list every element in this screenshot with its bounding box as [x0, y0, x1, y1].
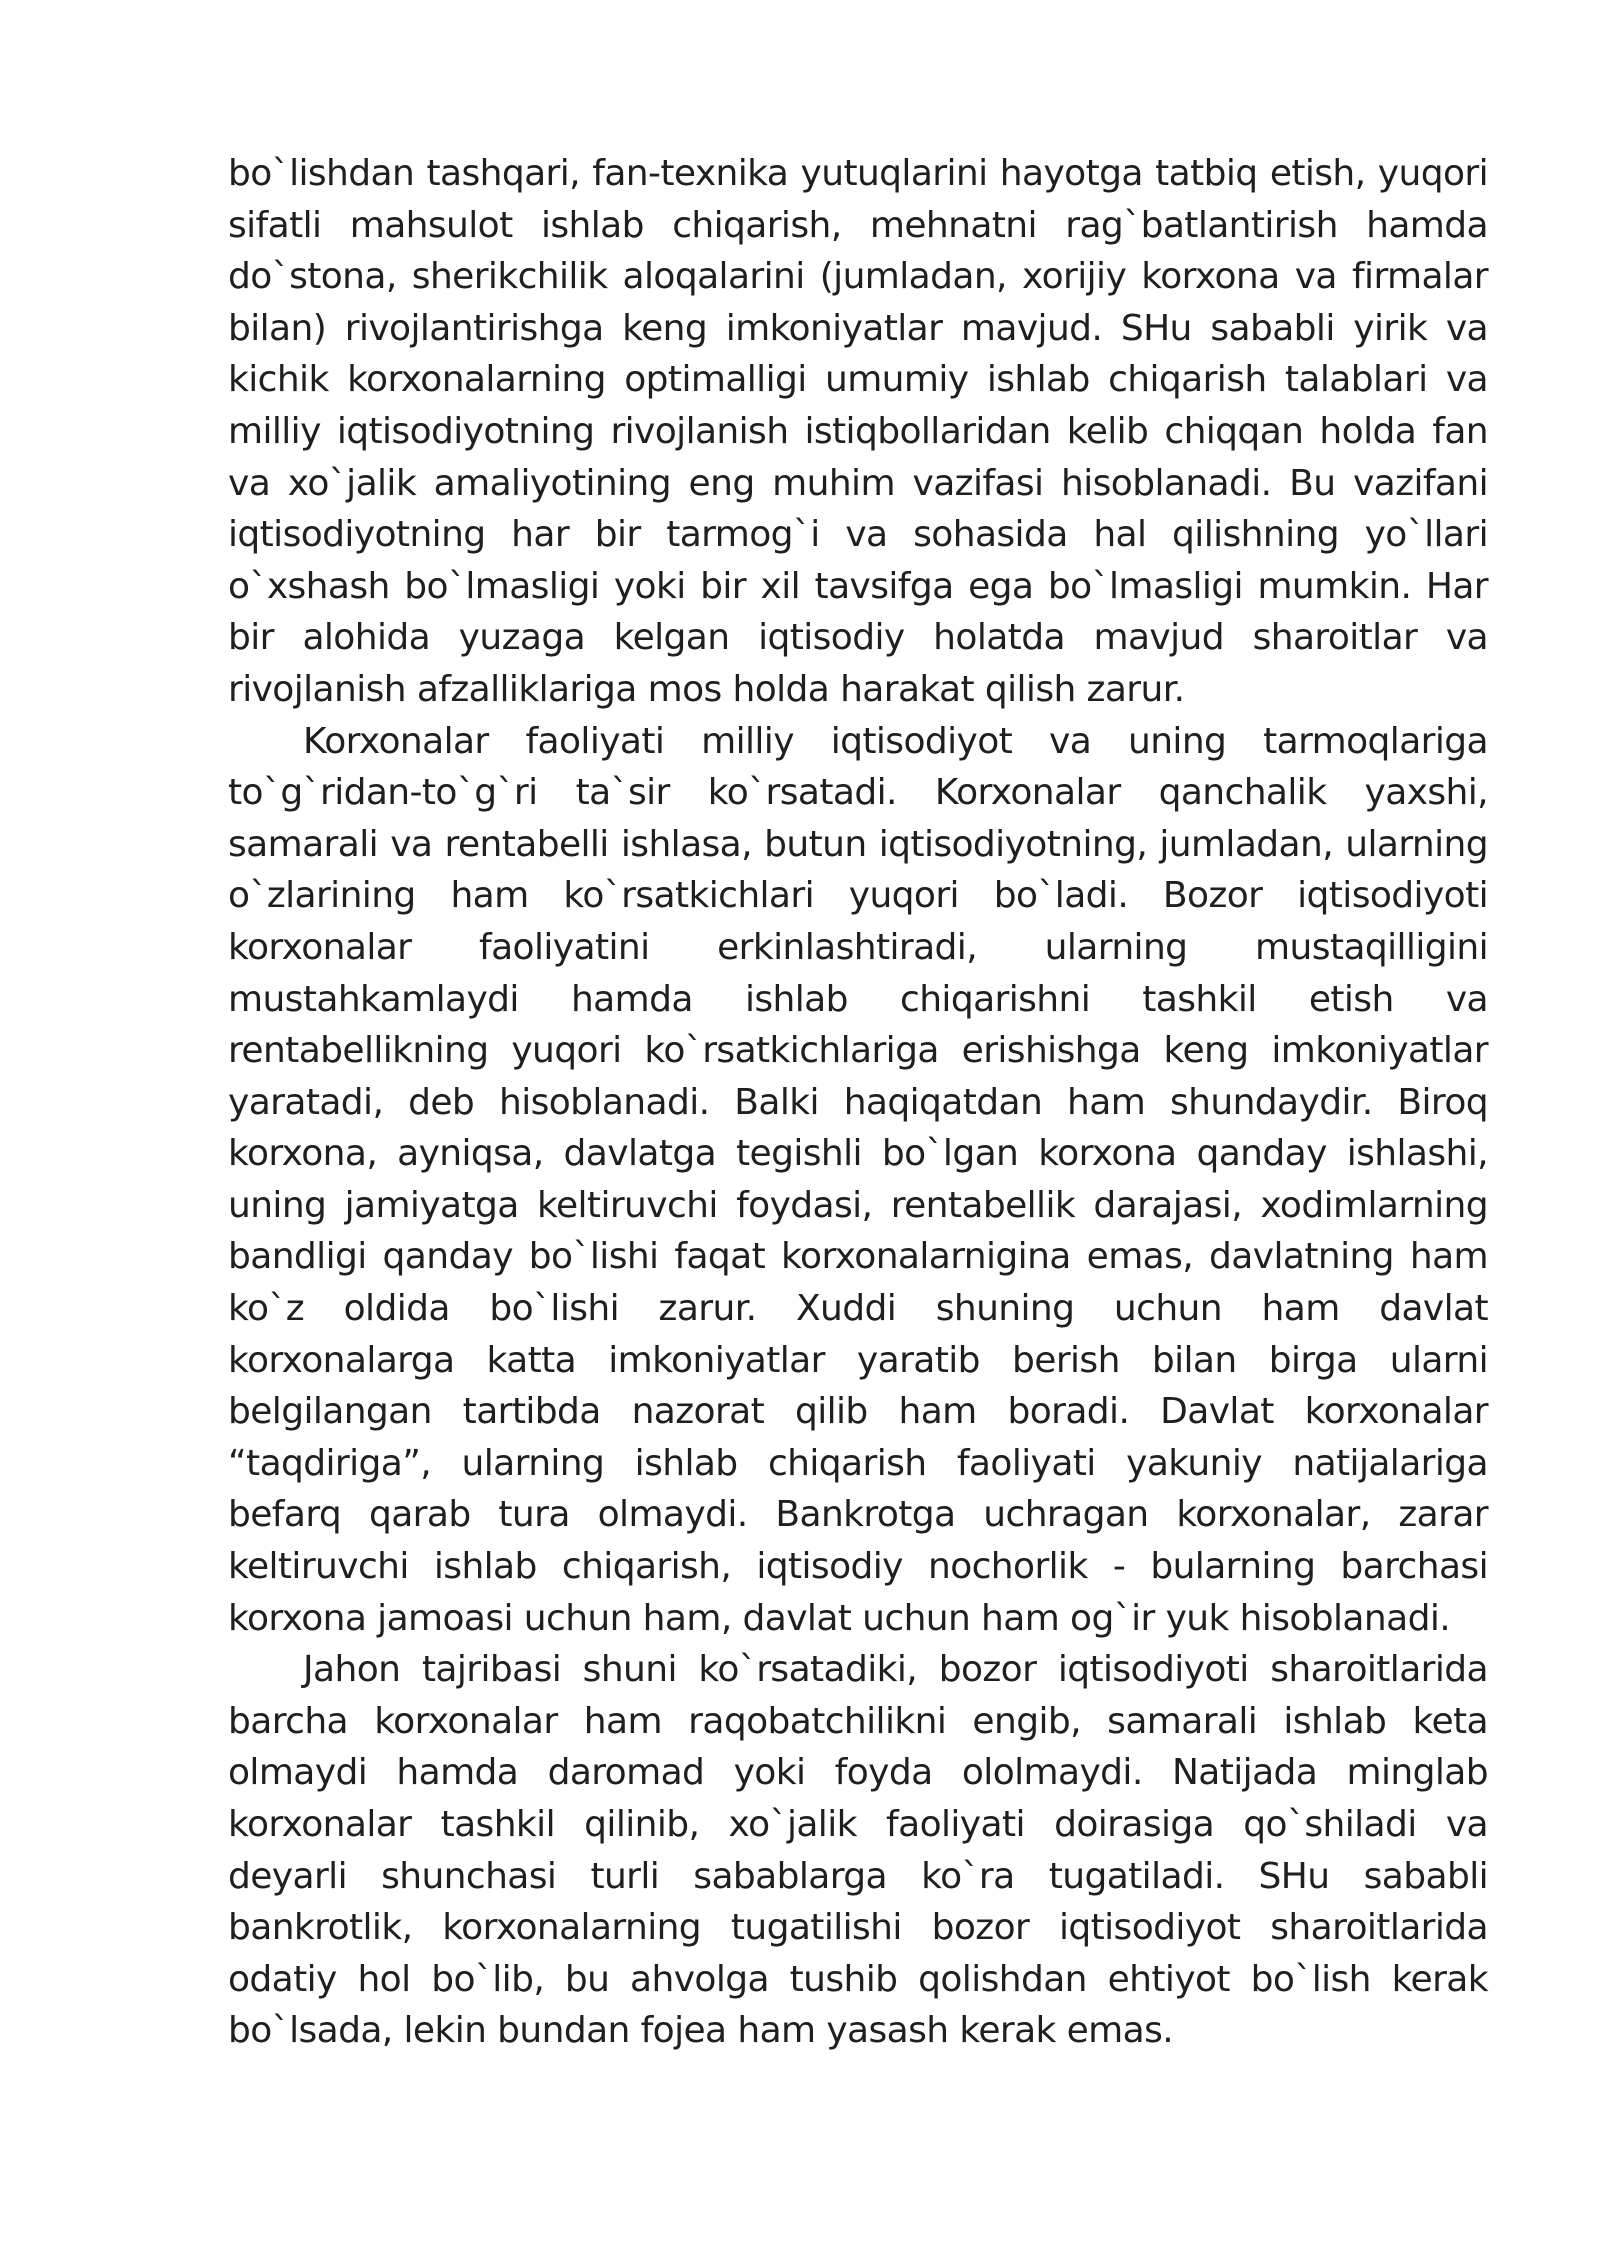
paragraph-1: bo`lishdan tashqari, fan-texnika yutuqlarini hayotga tatbiq etish, yuqori sifatli mahsulot ishlab chiqarish, mehnatni rag`batlantirish hamda do`stona, sherikchilik aloqalarini (jumladan, xorijiy korxona va firmalar bilan) rivojlantirishga keng imkoniyatlar mavjud. SHu sababli yirik va kichik korxonalarning optimalligi umumiy ishlab chiqarish talablari va milliy iqtisodiyotning rivojlanish istiqbollaridan kelib chiqqan holda fan va xo`jalik amaliyotining eng muhim vazifasi hisoblanadi. Bu vazifani iqtisodiyotning har bir tarmog`i va sohasida hal qilishning yo`llari o`xshash bo`lmasligi yoki bir xil tavsifga ega bo`lmasligi mumkin. Har bir alohida yuzaga kelgan iqtisodiy holatda mavjud sharoitlar va rivojlanish afzalliklariga mos holda harakat qilish zarur.: [228, 153, 1488, 710]
paragraph-2: Korxonalar faoliyati milliy iqtisodiyot va uning tarmoqlariga to`g`ridan-to`g`ri ta`sir ko`rsatadi. Korxonalar qanchalik yaxshi, samarali va rentabelli ishlasa, butun iqtisodiyotning, jumladan, ularning o`zlarining ham ko`rsatkichlari yuqori bo`ladi. Bozor iqtisodiyoti korxonalar faoliyatini erkinlashtiradi, ularning mustaqilligini mustahkamlaydi hamda ishlab chiqarishni tashkil etish va rentabellikning yuqori ko`rsatkichlariga erishishga keng imkoniyatlar yaratadi, deb hisoblanadi. Balki haqiqatdan ham shundaydir. Biroq korxona, ayniqsa, davlatga tegishli bo`lgan korxona qanday ishlashi, uning jamiyatga keltiruvchi foydasi, rentabellik darajasi, xodimlarning bandligi qanday bo`lishi faqat korxonalarnigina emas, davlatning ham ko`z oldida bo`lishi zarur. Xuddi shuning uchun ham davlat korxonalarga katta imkoniyatlar yaratib berish bilan birga ularni belgilangan tartibda nazorat qilib ham boradi. Davlat korxonalar “taqdiriga”, ularning ishlab chiqarish faoliyati yakuniy natijalariga befarq qarab tura olmaydi. Bankrotga uchragan korxonalar, zarar keltiruvchi ishlab chiqarish, iqtisodiy nochorlik - bularning barchasi korxona jamoasi uchun ham, davlat uchun ham og`ir yuk hisoblanadi.: [228, 720, 1488, 1639]
paragraph-3: Jahon tajribasi shuni ko`rsatadiki, bozor iqtisodiyoti sharoitlarida barcha korxonalar ham raqobatchilikni engib, samarali ishlab keta olmaydi hamda daromad yoki foyda ololmaydi. Natijada minglab korxonalar tashkil qilinib, xo`jalik faoliyati doirasiga qo`shiladi va deyarli shunchasi turli sabablarga ko`ra tugatiladi. SHu sababli bankrotlik, korxonalarning tugatilishi bozor iqtisodiyot sharoitlarida odatiy hol bo`lib, bu ahvolga tushib qolishdan ehtiyot bo`lish kerak bo`lsada, lekin bundan fojea ham yasash kerak emas.: [228, 1649, 1488, 2052]
document-body: [228, 148, 1488, 2057]
